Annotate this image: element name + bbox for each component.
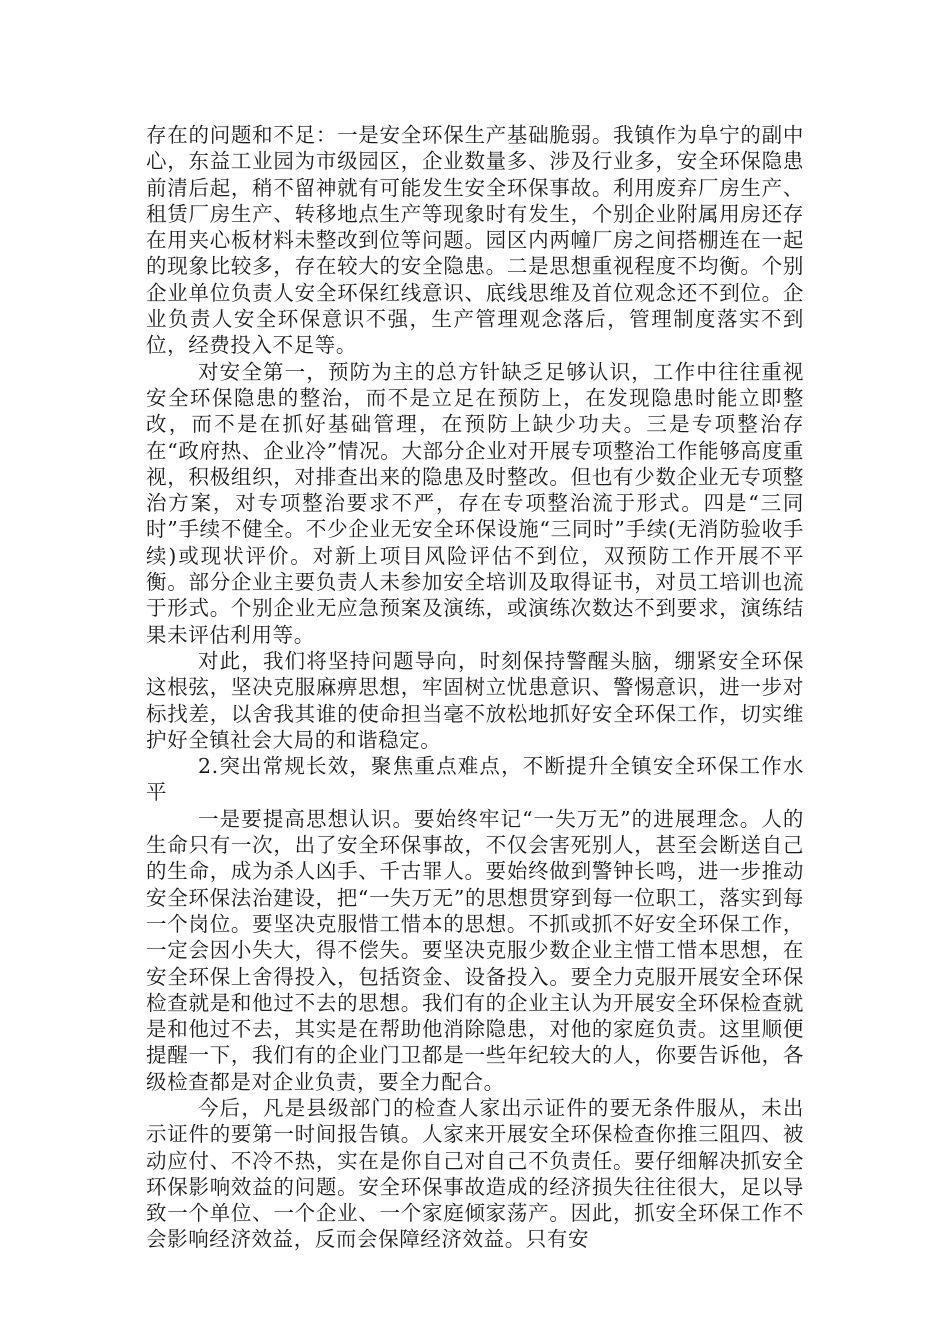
paragraph-future: 今后，凡是县级部门的检查人家出示证件的要无条件服从，未出示证件的要第一时间报告镇。人家来开展安全环保检查你推三阻四、被动应付、不冷不热，实在是你自己对自己不负责任。要仔细解决抓安全环保影响效益的问题。安全环保事故造成的经济损失往往很大，足以导致一个单位、一个企业、一个家庭倾家荡产。因此，抓安全环保工作不会影响经济效益，反而会保障经济效益。只有安 — [146, 1095, 804, 1252]
paragraph-safety-first: 对安全第一，预防为主的总方针缺乏足够认识，工作中往往重视安全环保隐患的整治，而不是立足在预防上，在发现隐患时能立即整改，而不是在抓好基础管理，在预防上缺少功夫。三是专项整治存在“政府热、企业冷”情况。大部分企业对开展专项整治工作能够高度重视，积极组织，对排查出来的隐患及时整改。但也有少数企业无专项整治方案，对专项整治要求不严，存在专项整治流于形式。四是“三同时”手续不健全。不少企业无安全环保设施“三同时”手续(无消防验收手续)或现状评价。对新上项目风险评估不到位，双预防工作开展不平衡。部分企业主要负责人未参加安全培训及取得证书，对员工培训也流于形式。个别企业无应急预案及演练，或演练次数达不到要求，演练结果未评估利用等。 — [146, 359, 804, 647]
paragraph-response: 对此，我们将坚持问题导向，时刻保持警醒头脑，绷紧安全环保这根弦，坚决克服麻痹思想，牢固树立忧患意识、警惕意识，进一步对标找差，以舍我其谁的使命担当毫不放松地抓好安全环保工作，切实维护好全镇社会大局的和谐稳定。 — [146, 648, 804, 752]
paragraph-problems: 存在的问题和不足：一是安全环保生产基础脆弱。我镇作为阜宁的副中心，东益工业园为市级园区，企业数量多、涉及行业多，安全环保隐患前清后起，稍不留神就有可能发生安全环保事故。利用废弃厂房生产、租赁厂房生产、转移地点生产等现象时有发生，个别企业附属用房还存在用夹心板材料未整改到位等问题。园区内两幢厂房之间搭棚连在一起的现象比较多，存在较大的安全隐患。二是思想重视程度不均衡。个别企业单位负责人安全环保红线意识、底线思维及首位观念还不到位。企业负责人安全环保意识不强，生产管理观念落后，管理制度落实不到位，经费投入不足等。 — [146, 123, 804, 358]
document-body — [146, 122, 804, 1253]
paragraph-awareness: 一是要提高思想认识。要始终牢记“一失万无”的进展理念。人的生命只有一次，出了安全环保事故，不仅会害死别人，甚至会断送自己的生命，成为杀人凶手、千古罪人。要始终做到警钟长鸣，进一步推动安全环保法治建设，把“一失万无”的思想贯穿到每一位职工，落实到每一个岗位。要坚决克服惜工惜本的思想。不抓或抓不好安全环保工作，一定会因小失大，得不偿失。要坚决克服少数企业主惜工惜本思想，在安全环保上舍得投入，包括资金、设备投入。要全力克服开展安全环保检查就是和他过不去的思想。我们有的企业主认为开展安全环保检查就是和他过不去，其实是在帮助他消除隐患，对他的家庭负责。这里顺便提醒一下，我们有的企业门卫都是一些年纪较大的人，你要告诉他，各级检查都是对企业负责，要全力配合。 — [146, 806, 804, 1094]
section-heading-2: 2.突出常规长效，聚焦重点难点，不断提升全镇安全环保工作水平 — [146, 754, 804, 805]
